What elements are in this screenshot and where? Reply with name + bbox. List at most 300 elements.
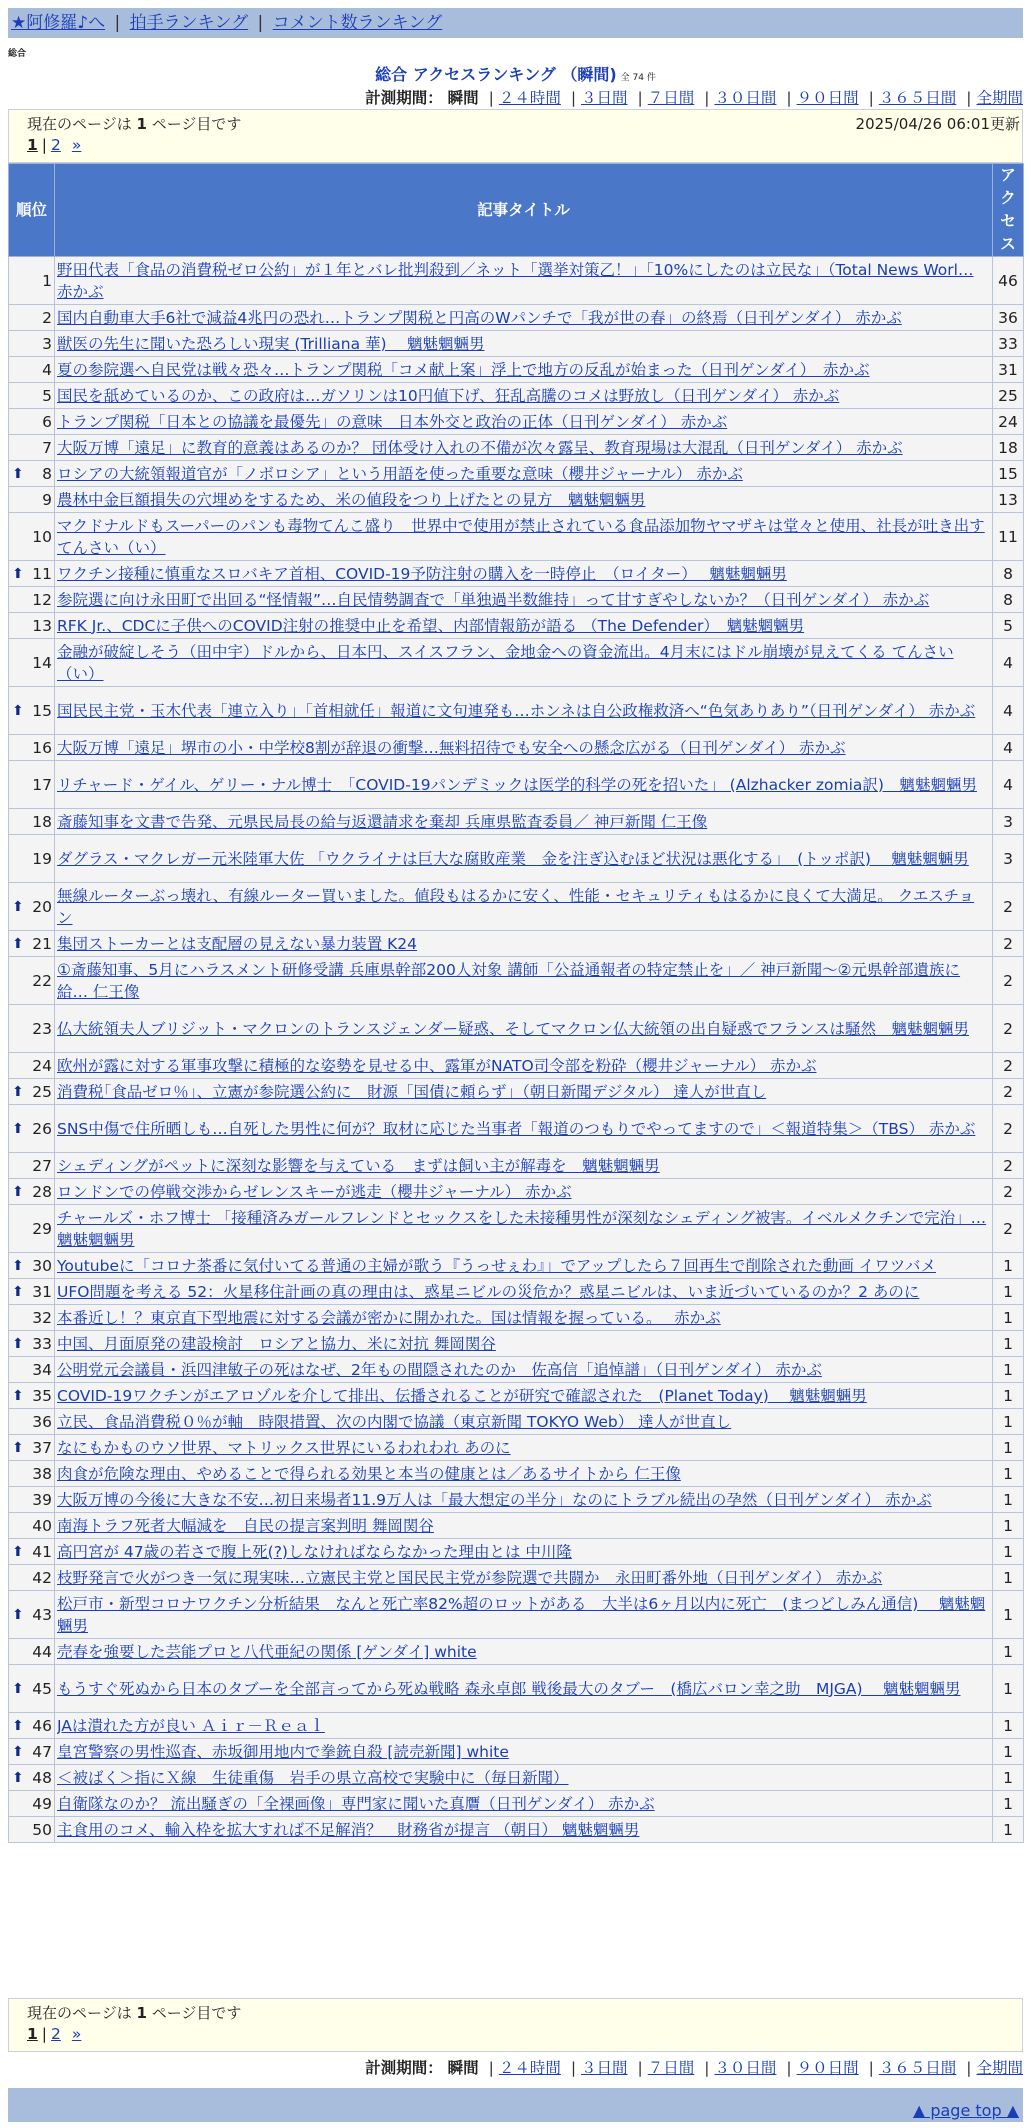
rank-cell xyxy=(9,1053,55,1079)
page-separator: | xyxy=(41,2025,48,2043)
period-link-90d[interactable]: ９０日間 xyxy=(796,2059,859,2077)
article-link[interactable]: 売春を強要した芸能プロと八代亜紀の関係 [ゲンダイ] white xyxy=(57,1642,477,1661)
page-link-2[interactable]: 2 xyxy=(51,2025,61,2043)
title-cell xyxy=(55,383,993,409)
table-header-row xyxy=(9,164,1024,257)
access-count: 1 xyxy=(993,1409,1024,1435)
up-arrow-icon: ⬆ xyxy=(12,935,24,952)
period-link-24h[interactable]: ２４時間 xyxy=(498,2059,561,2077)
article-link[interactable]: 自衛隊なのか？ 流出騒ぎの「全裸画像」専門家に聞いた真贋（日刊ゲンダイ） 赤かぶ xyxy=(57,1794,655,1813)
footer-bar xyxy=(8,2088,1023,2122)
rank-cell xyxy=(9,1539,55,1565)
rank-cell xyxy=(9,809,55,835)
title-clip xyxy=(57,1715,989,1737)
period-label: 計測期間： xyxy=(365,2059,443,2077)
rank-number: 16 xyxy=(32,738,52,757)
period-separator: | xyxy=(704,89,710,107)
rank-number: 3 xyxy=(42,334,52,353)
title-cell xyxy=(55,735,993,761)
access-count: 5 xyxy=(993,613,1024,639)
period-link-all[interactable]: 全期間 xyxy=(976,2059,1023,2077)
title-cell xyxy=(55,1357,993,1383)
access-count: 8 xyxy=(993,561,1024,587)
access-count: 4 xyxy=(993,735,1024,761)
title-cell xyxy=(55,1331,993,1357)
article-link[interactable]: 大阪万博の今後に大きな不安…初日来場者11.9万人は「最大想定の半分」なのにトラブル続出の孕然（日刊ゲンダイ） 赤かぶ xyxy=(57,1490,932,1509)
updated-timestamp: 2025/04/26 06:01更新 xyxy=(855,115,1020,133)
article-link[interactable]: SNS中傷で住所晒しも…自死した男性に何が？取材に応じた当事者「報道のつもりでやってますので」＜報道特集＞（TBS） 赤かぶ xyxy=(57,1119,976,1138)
title-cell xyxy=(55,461,993,487)
article-link[interactable]: 枝野発言で火がつき一気に現実味…立憲民主党と国民民主党が参院選で共闘か 永田町番外地（日刊ゲンダイ） 赤かぶ xyxy=(57,1568,883,1587)
period-link-7d[interactable]: ７日間 xyxy=(647,89,695,107)
page-current: 1 xyxy=(27,136,38,154)
nav-separator: | xyxy=(114,13,121,33)
title-clip xyxy=(57,1385,989,1407)
article-link[interactable]: 大阪万博「遠足」堺市の小・中学校8割が辞退の衝撃…無料招待でも安全への懸念広がる（日刊ゲンダイ） 赤かぶ xyxy=(57,738,846,757)
title-clip xyxy=(57,1081,989,1103)
article-link[interactable]: 南海トラフ死者大幅減を 自民の提言案判明 舞岡関谷 xyxy=(57,1516,434,1535)
article-link[interactable]: 公明党元会議員・浜四津敏子の死はなぜ、2年もの間隠されたのか 佐高信「追悼譜」（日刊ゲンダイ） 赤かぶ xyxy=(57,1360,822,1379)
title-clip xyxy=(57,489,989,511)
article-link[interactable]: 松戸市・新型コロナワクチン分析結果 なんと死亡率82%超のロットがある 大半は6ヶ月以内に死亡 (まつどしみん通信) 魑魅魍魎男 xyxy=(57,1594,986,1635)
table-row xyxy=(9,957,1024,1005)
access-count: 2 xyxy=(993,1079,1024,1105)
access-count: 1 xyxy=(993,1279,1024,1305)
period-link-365d[interactable]: ３６５日間 xyxy=(878,2059,957,2077)
title-cell xyxy=(55,305,993,331)
title-clip xyxy=(57,385,989,407)
article-link[interactable]: 仏大統領夫人ブリジット・マクロンのトランスジェンダー疑惑、そしてマクロン仏大統領の出自疑惑でフランスは騒然 魑魅魍魎男 xyxy=(57,1019,970,1038)
article-link[interactable]: 集団ストーカーとは支配層の見えない暴力装置 K24 xyxy=(57,934,418,953)
access-count: 31 xyxy=(993,357,1024,383)
page-next-link[interactable]: » xyxy=(71,2025,82,2043)
article-link[interactable]: 皇宮警察の男性巡査、赤坂御用地内で拳銃自殺 [読売新聞] white xyxy=(57,1742,509,1761)
access-count: 18 xyxy=(993,435,1024,461)
article-link[interactable]: 本番近し！？東京直下型地震に対する会議が密かに開かれた。国は情報を握っている。 赤かぶ xyxy=(57,1308,721,1327)
title-clip xyxy=(57,615,989,637)
title-cell xyxy=(55,1713,993,1739)
title-cell xyxy=(55,1487,993,1513)
rank-cell xyxy=(9,1765,55,1791)
article-link[interactable]: 無線ルーターぶっ壊れ、有線ルーター買いました。値段もはるかに安く、性能・セキュリティもはるかに良くて大満足。 クエスチョン xyxy=(57,886,975,927)
title-clip xyxy=(57,1333,989,1355)
rank-number: 36 xyxy=(32,1412,52,1431)
ranking-table xyxy=(8,163,1024,1843)
article-link[interactable]: 大阪万博「遠足」に教育的意義はあるのか？ 団体受け入れの不備が次々露呈、教育現場は大混乱（日刊ゲンダイ） 赤かぶ xyxy=(57,438,903,457)
period-separator: | xyxy=(868,2059,874,2077)
period-link-3d[interactable]: ３日間 xyxy=(581,2059,628,2077)
rank-cell xyxy=(9,1153,55,1179)
period-selector-top xyxy=(365,86,1023,108)
access-count: 1 xyxy=(993,1461,1024,1487)
rank-cell xyxy=(9,587,55,613)
period-separator: | xyxy=(488,89,494,107)
rank-number: 38 xyxy=(32,1464,52,1483)
article-link[interactable]: ①斎藤知事、5月にハラスメント研修受講 兵庫県幹部200人対象 講師「公益通報者の特定禁止を」／ 神戸新聞～②元県幹部遺族に給… 仁王像 xyxy=(57,960,961,1001)
period-current: 瞬間 xyxy=(447,2059,479,2077)
title-cell xyxy=(55,1253,993,1279)
period-separator: | xyxy=(868,89,874,107)
rank-cell xyxy=(9,305,55,331)
page-message-suffix: ページ目です xyxy=(146,2004,242,2022)
rank-number: 46 xyxy=(32,1716,52,1735)
title-clip xyxy=(57,1055,989,1077)
article-link[interactable]: 高円宮が 47歳の若さで腹上死(?)しなければならなかった理由とは 中川隆 xyxy=(57,1542,572,1561)
up-arrow-icon: ⬆ xyxy=(12,565,24,582)
period-separator: | xyxy=(570,89,577,107)
article-link[interactable]: UFO問題を考える 52：火星移住計画の真の理由は、惑星ニビルの災危か？惑星ニビルは、いま近づいているのか？2 あのに xyxy=(57,1282,920,1301)
period-separator: | xyxy=(704,2059,710,2077)
table-row xyxy=(9,1053,1024,1079)
article-link[interactable]: JAは潰れた方が良い Ａｉｒ－Ｒｅａｌ xyxy=(57,1716,325,1735)
access-count: 2 xyxy=(993,1053,1024,1079)
up-arrow-icon: ⬆ xyxy=(12,1335,24,1352)
title-clip xyxy=(57,1359,989,1381)
access-count: 2 xyxy=(993,957,1024,1005)
rank-number: 41 xyxy=(32,1542,52,1561)
access-count: 1 xyxy=(993,1383,1024,1409)
rank-cell xyxy=(9,257,55,305)
rank-cell xyxy=(9,1179,55,1205)
period-link-365d[interactable]: ３６５日間 xyxy=(878,89,957,107)
title-clip xyxy=(57,1541,989,1563)
period-separator: | xyxy=(637,2059,643,2077)
rank-cell xyxy=(9,639,55,687)
title-clip xyxy=(57,563,989,585)
title-cell xyxy=(55,435,993,461)
article-link[interactable]: ロンドンでの停戦交渉からゼレンスキーが逃走（櫻井ジャーナル） 赤かぶ xyxy=(57,1182,572,1201)
rank-cell xyxy=(9,1409,55,1435)
table-row xyxy=(9,357,1024,383)
title-cell xyxy=(55,561,993,587)
page-message xyxy=(27,113,241,134)
article-link[interactable]: もうすぐ死ぬから日本のタブーを全部言ってから死ぬ戦略 森永卓郎 戦後最大のタブー (橋広バロン幸之助 MJGA) 魑魅魍魎男 xyxy=(57,1679,961,1698)
article-link[interactable]: 斎藤知事を文書で告発、元県民局長の給与返還請求を棄却 兵庫県監査委員／ 神戸新聞 仁王像 xyxy=(57,812,708,831)
table-row xyxy=(9,1357,1024,1383)
title-clip xyxy=(57,333,989,355)
title-clip xyxy=(57,1307,989,1329)
rank-cell xyxy=(9,613,55,639)
access-count: 13 xyxy=(993,487,1024,513)
article-link[interactable]: 農林中金巨額損失の穴埋めをするため、米の値段をつり上げたとの見方 魑魅魍魎男 xyxy=(57,490,646,509)
table-row xyxy=(9,1639,1024,1665)
article-link[interactable]: 獣医の先生に聞いた恐ろしい現実 (Trilliana 華) 魑魅魍魎男 xyxy=(57,334,485,353)
table-row xyxy=(9,931,1024,957)
article-link[interactable]: 国内自動車大手6社で減益4兆円の恐れ…トランプ関税と円高のWパンチで「我が世の春」の終焉（日刊ゲンダイ） 赤かぶ xyxy=(57,308,902,327)
rank-cell xyxy=(9,1461,55,1487)
period-link-3d[interactable]: ３日間 xyxy=(581,89,628,107)
page-message-number: 1 xyxy=(136,115,147,133)
rank-number: 22 xyxy=(32,971,52,990)
article-link[interactable]: 国民民主党・玉木代表「連立入り」「首相就任」報道に文句連発も…ホンネは自公政権救済へ“色気ありあり”（日刊ゲンダイ） 赤かぶ xyxy=(57,701,976,720)
access-count: 3 xyxy=(993,809,1024,835)
table-row xyxy=(9,1005,1024,1053)
nav-separator: | xyxy=(257,13,264,33)
article-link[interactable]: COVID-19ワクチンがエアロゾルを介して排出、伝播されることが研究で確認された (Planet Today) 魑魅魍魎男 xyxy=(57,1386,867,1405)
access-count: 1 xyxy=(993,1713,1024,1739)
period-separator: | xyxy=(570,2059,577,2077)
article-link[interactable]: なにもかものウソ世界、マトリックス世界にいるわれわれ あのに xyxy=(57,1438,511,1457)
title-cell xyxy=(55,1765,993,1791)
rank-cell xyxy=(9,1639,55,1665)
title-cell xyxy=(55,639,993,687)
access-count: 1 xyxy=(993,1539,1024,1565)
title-clip xyxy=(57,1515,989,1537)
title-cell xyxy=(55,1791,993,1817)
up-arrow-icon: ⬆ xyxy=(12,1387,24,1404)
rank-cell xyxy=(9,331,55,357)
title-clip xyxy=(57,1819,989,1841)
rank-number: 28 xyxy=(32,1182,52,1201)
rank-cell xyxy=(9,1513,55,1539)
access-count: 1 xyxy=(993,1305,1024,1331)
period-link-30d[interactable]: ３０日間 xyxy=(714,2059,777,2077)
access-count: 1 xyxy=(993,1487,1024,1513)
pager-bottom xyxy=(8,1998,1023,2052)
table-row xyxy=(9,1305,1024,1331)
title-cell xyxy=(55,1409,993,1435)
article-link[interactable]: 夏の参院選へ自民党は戦々恐々…トランプ関税「コメ献上案」浮上で地方の反乱が始まった（日刊ゲンダイ） 赤かぶ xyxy=(57,360,870,379)
table-row xyxy=(9,835,1024,883)
rank-cell xyxy=(9,1383,55,1409)
article-link[interactable]: チャールズ・ホフ博士 「接種済みガールフレンドとセックスをした未接種男性が深刻なシェディング被害。イベルメクチンで完治」… 魑魅魍魎男 xyxy=(57,1208,987,1249)
access-count: 4 xyxy=(993,639,1024,687)
rank-cell xyxy=(9,1665,55,1713)
access-count: 2 xyxy=(993,1179,1024,1205)
table-row xyxy=(9,331,1024,357)
article-link[interactable]: ＜被ばく＞指にＸ線 生徒重傷 岩手の県立高校で実験中に（毎日新聞） xyxy=(57,1768,569,1787)
title-cell xyxy=(55,687,993,735)
table-row xyxy=(9,1591,1024,1639)
article-link[interactable]: 国民を舐めているのか、この政府は…ガソリンは10円値下げ、狂乱高騰のコメは野放し（日刊ゲンダイ） 赤かぶ xyxy=(57,386,840,405)
access-count: 1 xyxy=(993,1357,1024,1383)
rank-cell xyxy=(9,561,55,587)
rank-number: 10 xyxy=(32,527,52,546)
rank-number: 39 xyxy=(32,1490,52,1509)
access-count: 2 xyxy=(993,931,1024,957)
table-row xyxy=(9,1153,1024,1179)
table-row xyxy=(9,561,1024,587)
title-clip xyxy=(57,463,989,485)
title-cell xyxy=(55,357,993,383)
rank-cell xyxy=(9,1357,55,1383)
page-title: 総合 アクセスランキング （瞬間) xyxy=(375,65,617,84)
rank-cell xyxy=(9,1205,55,1253)
table-row xyxy=(9,257,1024,305)
access-count: 2 xyxy=(993,1005,1024,1053)
rank-number: 21 xyxy=(32,934,52,953)
title-clip xyxy=(57,1281,989,1303)
title-clip xyxy=(57,1155,989,1177)
title-clip xyxy=(57,359,989,381)
page-message-number: 1 xyxy=(136,2004,147,2022)
access-count: 1 xyxy=(993,1591,1024,1639)
table-row xyxy=(9,1383,1024,1409)
access-count: 1 xyxy=(993,1331,1024,1357)
table-row xyxy=(9,1105,1024,1153)
table-row xyxy=(9,1765,1024,1791)
page-message-prefix: 現在のページは xyxy=(27,115,137,133)
table-row xyxy=(9,1713,1024,1739)
access-count: 1 xyxy=(993,1639,1024,1665)
period-separator: | xyxy=(786,89,792,107)
article-link[interactable]: 参院選に向け永田町で出回る“怪情報”…自民情勢調査で「単独過半数維持」って甘すぎやしないか？（日刊ゲンダイ） 赤かぶ xyxy=(57,590,930,609)
article-link[interactable]: Youtubeに「コロナ茶番に気付いてる普通の主婦が歌う『うっせぇわ』」でアップしたら７回再生で削除された動画 イワツバメ xyxy=(57,1256,936,1275)
table-row xyxy=(9,487,1024,513)
article-link[interactable]: 消費税｢食品ゼロ％｣、立憲が参院選公約に 財源「国債に頼らず」（朝日新聞デジタル） 達人が世直し xyxy=(57,1082,767,1101)
table-row xyxy=(9,1539,1024,1565)
rank-cell xyxy=(9,1713,55,1739)
up-arrow-icon: ⬆ xyxy=(12,1606,24,1623)
table-row xyxy=(9,613,1024,639)
article-link[interactable]: 中国、月面原発の建設検討 ロシアと協力、米に対抗 舞岡関谷 xyxy=(57,1334,496,1353)
rank-number: 15 xyxy=(32,701,52,720)
nav-link-applause-ranking[interactable]: 拍手ランキング xyxy=(129,13,249,33)
access-count: 4 xyxy=(993,687,1024,735)
rank-number: 7 xyxy=(42,438,52,457)
access-count: 3 xyxy=(993,835,1024,883)
up-arrow-icon: ⬆ xyxy=(12,1257,24,1274)
article-link[interactable]: 欧州が露に対する軍事攻撃に積極的な姿勢を見せる中、露軍がNATO司令部を粉砕（櫻井ジャーナル） 赤かぶ xyxy=(57,1056,817,1075)
article-link[interactable]: ダグラス・マクレガー元米陸軍大佐 「ウクライナは巨大な腐敗産業 金を注ぎ込むほど状況は悪化する」 (トッポ訳) 魑魅魍魎男 xyxy=(57,849,969,868)
period-link-all[interactable]: 全期間 xyxy=(976,89,1023,107)
table-row xyxy=(9,1461,1024,1487)
header-access: アクセス xyxy=(993,164,1024,257)
access-count: 1 xyxy=(993,1253,1024,1279)
table-row xyxy=(9,687,1024,735)
rank-number: 32 xyxy=(32,1308,52,1327)
rank-cell xyxy=(9,461,55,487)
table-row xyxy=(9,1435,1024,1461)
article-link[interactable]: ロシアの大統領報道官が「ノボロシア」という用語を使った重要な意味（櫻井ジャーナル） 赤かぶ xyxy=(57,464,743,483)
title-clip xyxy=(57,437,989,459)
page-message-suffix: ページ目です xyxy=(146,115,242,133)
rank-number: 45 xyxy=(32,1679,52,1698)
rank-cell xyxy=(9,1305,55,1331)
title-clip xyxy=(57,933,989,955)
page-message xyxy=(27,2002,241,2023)
title-cell xyxy=(55,1205,993,1253)
access-count: 1 xyxy=(993,1817,1024,1843)
rank-cell xyxy=(9,883,55,931)
up-arrow-icon: ⬆ xyxy=(12,1283,24,1300)
up-arrow-icon: ⬆ xyxy=(12,1183,24,1200)
rank-number: 27 xyxy=(32,1156,52,1175)
category-label: 総合 xyxy=(8,49,27,59)
access-count: 1 xyxy=(993,1565,1024,1591)
rank-number: 23 xyxy=(32,1019,52,1038)
access-count: 1 xyxy=(993,1665,1024,1713)
header-rank: 順位 xyxy=(9,164,55,257)
article-link[interactable]: RFK Jr.、CDCに子供へのCOVID注射の推奨中止を希望、内部情報筋が語る （The Defender） 魑魅魍魎男 xyxy=(57,616,805,635)
title-clip xyxy=(57,1255,989,1277)
rank-number: 2 xyxy=(42,308,52,327)
rank-cell xyxy=(9,357,55,383)
table-row xyxy=(9,639,1024,687)
period-link-7d[interactable]: ７日間 xyxy=(647,2059,695,2077)
table-row xyxy=(9,1205,1024,1253)
rank-number: 31 xyxy=(32,1282,52,1301)
period-link-24h[interactable]: ２４時間 xyxy=(498,89,561,107)
article-link[interactable]: 主食用のコメ、輸入枠を拡大すれば不足解消？ 財務省が提言 （朝日） 魑魅魍魎男 xyxy=(57,1820,640,1839)
rank-number: 35 xyxy=(32,1386,52,1405)
page-next-link[interactable]: » xyxy=(71,136,82,154)
period-selector-bottom xyxy=(365,2056,1023,2078)
nav-link-comment-ranking[interactable]: コメント数ランキング xyxy=(272,13,443,33)
table-row xyxy=(9,1791,1024,1817)
article-link[interactable]: 金融が破綻しそう（田中宇）ドルから、日本円、スイスフラン、金地金への資金流出。4月末にはドル崩壊が見えてくる てんさい（い） xyxy=(57,642,954,683)
title-clip xyxy=(57,1437,989,1459)
rank-number: 11 xyxy=(32,564,52,583)
title-cell xyxy=(55,1739,993,1765)
title-cell xyxy=(55,1539,993,1565)
rank-cell xyxy=(9,1253,55,1279)
title-clip xyxy=(57,1741,989,1763)
title-clip xyxy=(57,1463,989,1485)
title-cell xyxy=(55,1461,993,1487)
title-cell xyxy=(55,1105,993,1153)
up-arrow-icon: ⬆ xyxy=(12,1083,24,1100)
rank-number: 49 xyxy=(32,1794,52,1813)
article-link[interactable]: 立民、食品消費税０％が軸 時限措置、次の内閣で協議（東京新聞 TOKYO Web） 達人が世直し xyxy=(57,1412,732,1431)
nav-link-asura[interactable]: ★阿修羅♪へ xyxy=(11,13,106,33)
article-link[interactable]: 肉食が危険な理由、やめることで得られる効果と本当の健康とは／あるサイトから 仁王像 xyxy=(57,1464,681,1483)
title-cell xyxy=(55,1565,993,1591)
table-row xyxy=(9,383,1024,409)
page-separator: | xyxy=(41,136,48,154)
rank-cell xyxy=(9,1435,55,1461)
access-count: 1 xyxy=(993,1513,1024,1539)
page-title-line xyxy=(0,62,1031,85)
article-link[interactable]: トランプ関税「日本との協議を最優先」の意味 日本外交と政治の正体（日刊ゲンダイ） 赤かぶ xyxy=(57,412,728,431)
period-link-30d[interactable]: ３０日間 xyxy=(714,89,777,107)
title-cell xyxy=(55,409,993,435)
rank-number: 50 xyxy=(32,1820,52,1839)
page-top-link[interactable]: ▲ page top ▲ xyxy=(912,2101,1019,2120)
article-link[interactable]: リチャード・ゲイル、ゲリー・ナル博士 「COVID-19パンデミックは医学的科学の死を招いた」 (Alzhacker zomia訳) 魑魅魍魎男 xyxy=(57,775,977,794)
title-cell xyxy=(55,1305,993,1331)
table-row xyxy=(9,409,1024,435)
article-link[interactable]: ワクチン接種に慎重なスロバキア首相、COVID-19予防注射の購入を一時停止 （ロイター） 魑魅魍魎男 xyxy=(57,564,787,583)
article-link[interactable]: 野田代表「食品の消費税ゼロ公約」が１年とバレ批判殺到／ネット「選挙対策乙！」「10%にしたのは立民な」（Total News Worl… 赤かぶ xyxy=(57,260,974,301)
rank-number: 24 xyxy=(32,1056,52,1075)
rank-number: 29 xyxy=(32,1219,52,1238)
rank-cell xyxy=(9,383,55,409)
rank-cell xyxy=(9,687,55,735)
rank-number: 20 xyxy=(32,897,52,916)
rank-number: 5 xyxy=(42,386,52,405)
rank-number: 17 xyxy=(32,775,52,794)
rank-number: 25 xyxy=(32,1082,52,1101)
title-cell xyxy=(55,957,993,1005)
rank-cell xyxy=(9,1565,55,1591)
table-row xyxy=(9,1817,1024,1843)
article-link[interactable]: シェディングがペットに深刻な影響を与えている まずは飼い主が解毒を 魑魅魍魎男 xyxy=(57,1156,660,1175)
table-row xyxy=(9,1513,1024,1539)
article-link[interactable]: マクドナルドもスーパーのパンも毒物てんこ盛り 世界中で使用が禁止されている食品添加物ヤマザキは堂々と使用、社長が吐き出す てんさい（い） xyxy=(57,516,985,557)
rank-number: 13 xyxy=(32,616,52,635)
title-cell xyxy=(55,1279,993,1305)
period-link-90d[interactable]: ９０日間 xyxy=(796,89,859,107)
title-cell xyxy=(55,761,993,809)
rank-number: 6 xyxy=(42,412,52,431)
title-cell xyxy=(55,931,993,957)
item-count: 全 74 件 xyxy=(620,73,656,83)
page-link-2[interactable]: 2 xyxy=(51,136,61,154)
title-cell xyxy=(55,1005,993,1053)
title-cell xyxy=(55,1383,993,1409)
period-separator: | xyxy=(966,89,972,107)
